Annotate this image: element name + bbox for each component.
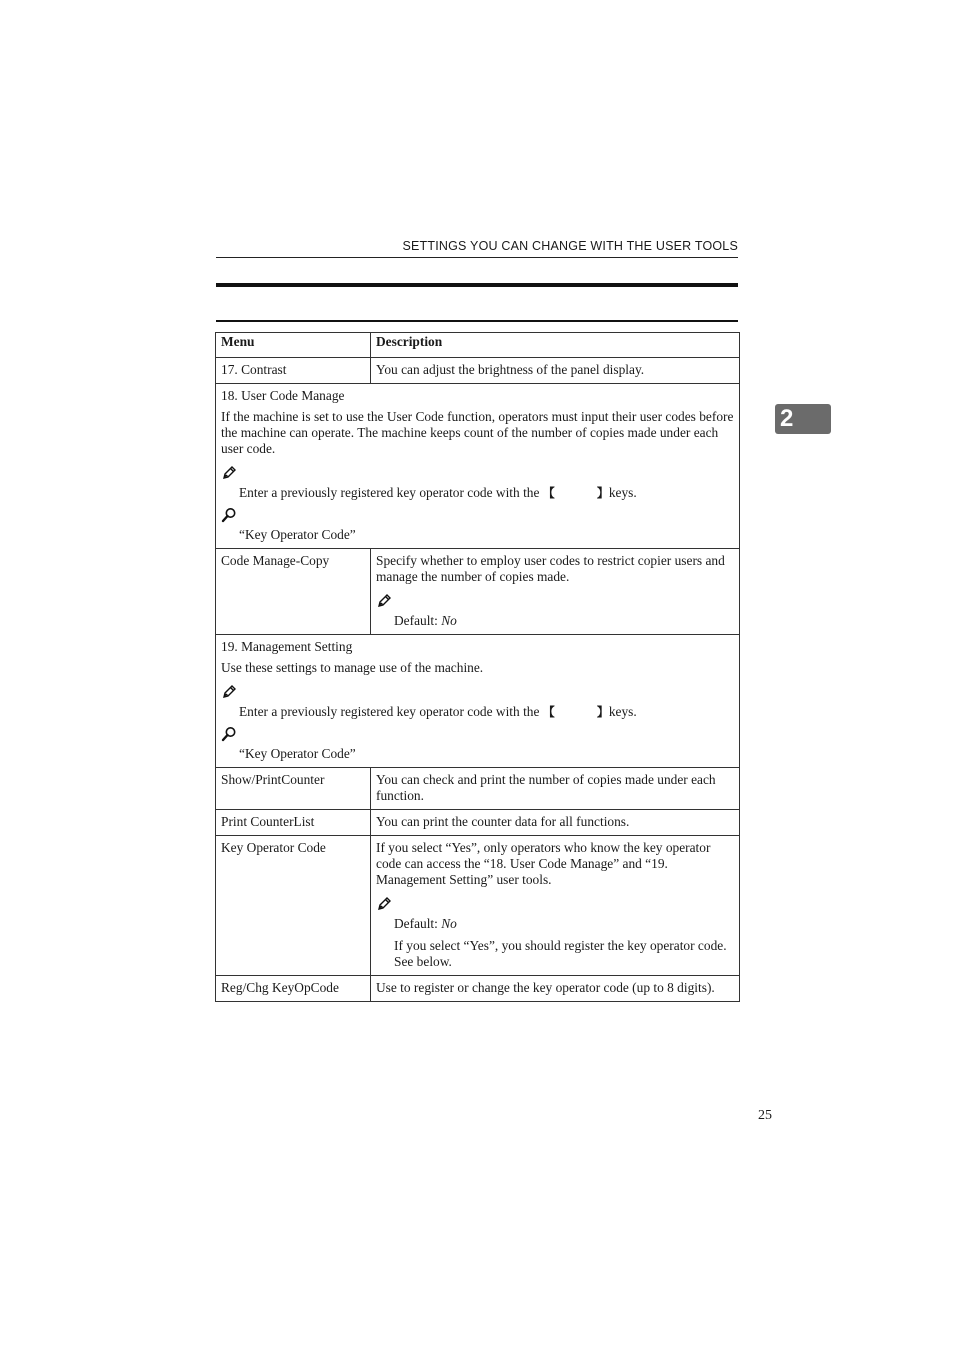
section-rule xyxy=(216,283,738,287)
description-cell: You can adjust the brightness of the panel display. xyxy=(371,358,740,384)
running-head: SETTINGS YOU CAN CHANGE WITH THE USER TOOLS xyxy=(402,239,738,253)
magnifier-reference-icon xyxy=(221,507,734,525)
pencil-note-icon xyxy=(376,593,734,611)
note-text-after: keys. xyxy=(608,485,637,500)
default-label: Default: xyxy=(394,613,438,628)
header-rule xyxy=(216,257,738,258)
reference-text: “Key Operator Code” xyxy=(239,746,356,761)
note-text xyxy=(239,485,734,501)
note-text xyxy=(239,704,734,720)
pencil-note-icon xyxy=(221,465,734,483)
description-text: If you select “Yes”, only operators who know the key operator code can access the “18. User Code Manage” and “19. Management Setting” user tools. xyxy=(376,840,711,887)
default-value: No xyxy=(441,916,457,931)
pencil-note-icon xyxy=(221,684,734,702)
default-text xyxy=(394,613,734,629)
description-cell: Use to register or change the key operator code (up to 8 digits). xyxy=(371,976,740,1002)
column-header-menu: Menu xyxy=(216,333,371,358)
default-text xyxy=(394,916,734,932)
description-text: Specify whether to employ user codes to restrict copier users and manage the number of copies made. xyxy=(376,553,725,584)
key-bracket-close: 】 xyxy=(596,486,609,500)
menu-cell: Print CounterList xyxy=(216,810,371,836)
description-cell: You can check and print the number of copies made under each function. xyxy=(371,768,740,810)
section-title: 19. Management Setting xyxy=(221,639,353,654)
table-header-row xyxy=(216,333,740,358)
menu-cell: Code Manage-Copy xyxy=(216,549,371,635)
menu-cell: Show/PrintCounter xyxy=(216,768,371,810)
section-description: Use these settings to manage use of the machine. xyxy=(221,660,484,675)
key-bracket-open: 【 xyxy=(542,486,555,500)
magnifier-reference-icon xyxy=(221,726,734,744)
description-cell: You can print the counter data for all functions. xyxy=(371,810,740,836)
default-label: Default: xyxy=(394,916,438,931)
menu-cell: 17. Contrast xyxy=(216,358,371,384)
section-title: 18. User Code Manage xyxy=(221,388,345,403)
section-row-management-setting xyxy=(216,635,740,768)
section-cell xyxy=(216,384,740,549)
table-row xyxy=(216,836,740,976)
page-number: 25 xyxy=(758,1108,772,1123)
key-bracket-close: 】 xyxy=(596,705,609,719)
table-row xyxy=(216,358,740,384)
table-row xyxy=(216,549,740,635)
note-text-before: Enter a previously registered key operator code with the xyxy=(239,704,540,719)
key-bracket-open: 【 xyxy=(542,705,555,719)
menu-cell: Reg/Chg KeyOpCode xyxy=(216,976,371,1002)
pencil-note-icon xyxy=(376,896,734,914)
section-description: If the machine is set to use the User Code function, operators must input their user codes before the machine can operate. The machine keeps count of the number of copies made under each user code. xyxy=(221,409,734,456)
table-row xyxy=(216,810,740,836)
description-cell xyxy=(371,836,740,976)
chapter-tab: 2 xyxy=(775,404,831,434)
section-row-user-code-manage xyxy=(216,384,740,549)
table-top-rule xyxy=(216,320,738,322)
column-header-description: Description xyxy=(371,333,740,358)
note-text-after: keys. xyxy=(608,704,637,719)
table-row xyxy=(216,976,740,1002)
note-text-before: Enter a previously registered key operator code with the xyxy=(239,485,540,500)
default-value: No xyxy=(441,613,457,628)
description-cell xyxy=(371,549,740,635)
note-text: If you select “Yes”, you should register the key operator code. See below. xyxy=(394,938,727,969)
menu-cell: Key Operator Code xyxy=(216,836,371,976)
table-row xyxy=(216,768,740,810)
reference-text: “Key Operator Code” xyxy=(239,527,356,542)
settings-table xyxy=(215,332,740,1002)
section-cell xyxy=(216,635,740,768)
